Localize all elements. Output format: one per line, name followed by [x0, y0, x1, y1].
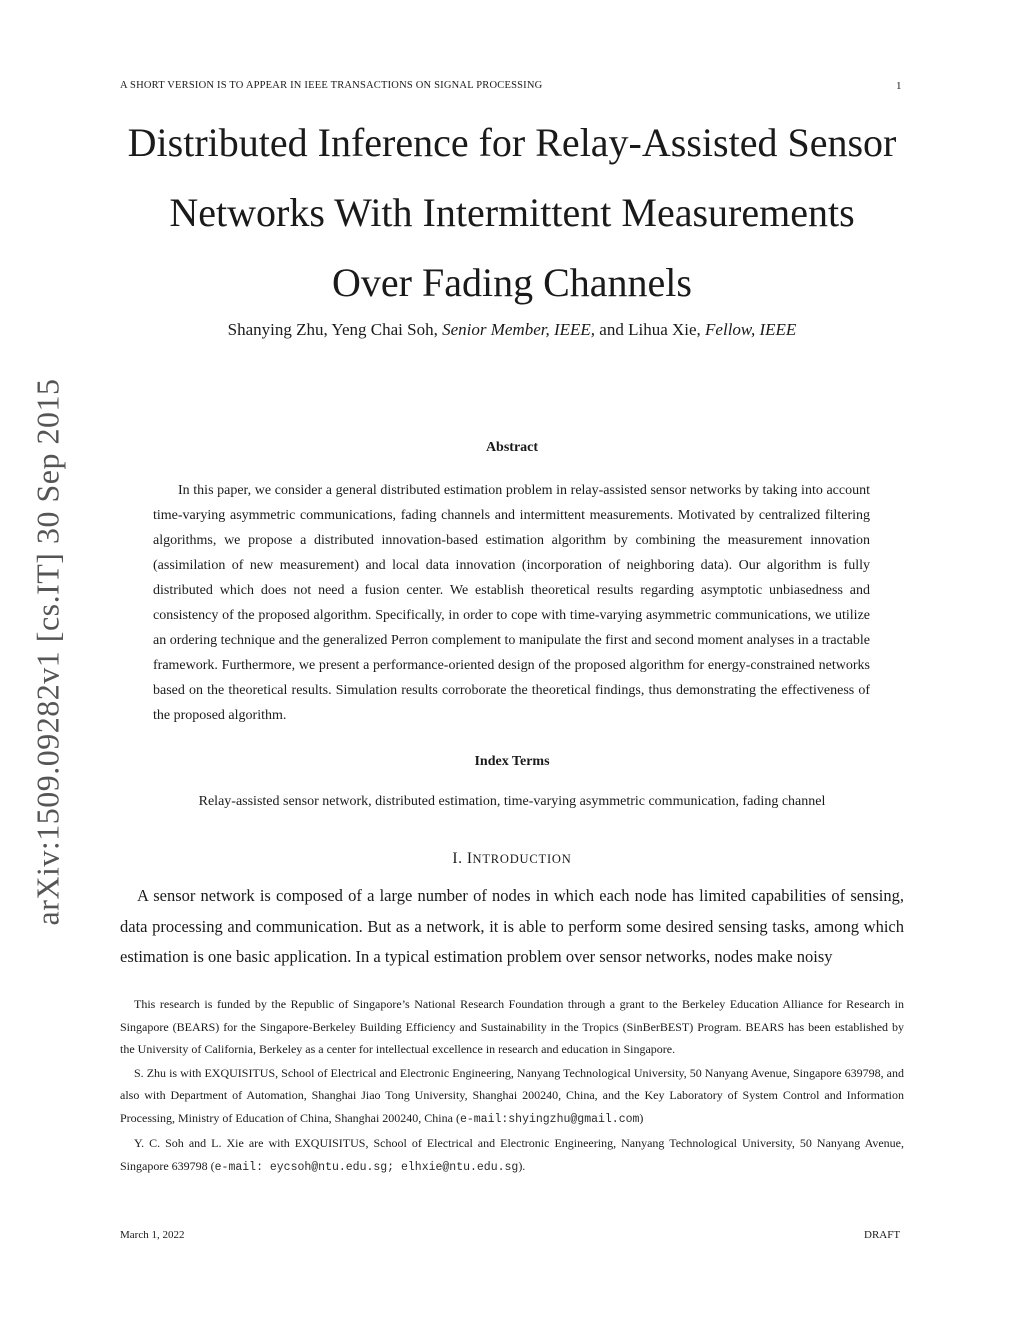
running-header: A SHORT VERSION IS TO APPEAR IN IEEE TRANSACTIONS ON SIGNAL PROCESSING: [120, 80, 543, 91]
page-number: 1: [896, 80, 902, 92]
abstract-heading: Abstract: [485, 440, 539, 455]
footnotes: [120, 993, 904, 1180]
paper-title: [100, 108, 924, 318]
author-role-1: Senior Member, IEEE,: [442, 320, 596, 339]
abstract-body: In this paper, we consider a general distributed estimation problem in relay-assisted sensor networks by taking into account time-varying asymmetric communications, fading channels and intermittent measurements. Motivated by centralized filtering algorithms, we propose a distributed innovation-based estimation algorithm by combining the measurement innovation (assimilation of new measurement) and local data innovation (incorporation of neighboring data). Our algorithm is fully distributed which does not need a fusion center. We establish theoretical results regarding asymptotic unbiasedness and consistency of the proposed algorithm. Specifically, in order to cope with time-varying asymmetric communications, we utilize an ordering technique and the generalized Perron complement to manipulate the first and second moment analyses in a tractable framework. Furthermore, we present a performance-oriented design of the proposed algorithm for energy-constrained networks based on the theoretical results. Simulation results corroborate the theoretical findings, thus demonstrating the effectiveness of the proposed algorithm.: [153, 483, 870, 723]
footnote-soh-xie-close: ).: [518, 1158, 526, 1173]
footnote-soh-xie-text: Y. C. Soh and L. Xie are with EXQUISITUS, School of Electrical and Electronic Engineering, Nanyang Technological University, 50 Nanyang Avenue, Singapore 639798 (: [120, 1136, 904, 1173]
section-number: I. I: [452, 850, 473, 867]
introduction-paragraph: A sensor network is composed of a large number of nodes in which each node has limited capabilities of sensing, data processing and communication. But as a network, it is able to perform some desired sensing tasks, among which estimation is one basic application. In a typical estimation problem over sensor networks, nodes make noisy: [120, 886, 904, 966]
section-title-rest: NTRODUCTION: [472, 852, 572, 866]
section-heading-introduction: [100, 850, 924, 868]
author-names-2: and Lihua Xie,: [595, 320, 706, 339]
footnote-soh-xie: [120, 1132, 904, 1179]
author-role-2: Fellow, IEEE: [705, 320, 797, 339]
author-names-1: Shanying Zhu, Yeng Chai Soh,: [227, 320, 443, 339]
footnote-funding: This research is funded by the Republic of Singapore’s National Research Foundation through a grant to the Berkeley Education Alliance for Research in Singapore (BEARS) for the Singapore-Berkeley Building Efficiency and Sustainability in the Tropics (SinBerBEST) Program. BEARS has been established by the University of California, Berkeley as a center for intellectual excellence in research and education in Singapore.: [120, 997, 904, 1056]
soh-xie-email: e-mail: eycsoh@ntu.edu.sg; elhxie@ntu.edu.sg: [214, 1160, 519, 1174]
footer-date: March 1, 2022: [120, 1229, 185, 1241]
title-line-2: Networks With Intermittent Measurements: [169, 190, 855, 235]
zhu-email: e-mail:shyingzhu@gmail.com: [459, 1112, 640, 1126]
author-list: [100, 320, 924, 340]
index-terms-heading: Index Terms: [474, 754, 550, 769]
arxiv-stamp-text: arXiv:1509.09282v1 [cs.IT] 30 Sep 2015: [29, 378, 66, 926]
title-line-1: Distributed Inference for Relay-Assisted Sensor: [127, 120, 897, 165]
footnote-zhu-text: S. Zhu is with EXQUISITUS, School of Electrical and Electronic Engineering, Nanyang Technological University, 50 Nanyang Avenue, Singapore 639798, and also with Department of Automation, Shanghai Jiao Tong University, Shanghai 200240, China, and the Key Laboratory of System Control and Information Processing, Ministry of Education of China, Shanghai 200240, China (: [120, 1065, 904, 1125]
index-terms-body: Relay-assisted sensor network, distributed estimation, time-varying asymmetric communication, fading channel: [198, 794, 826, 809]
footer-status: DRAFT: [864, 1229, 901, 1241]
footnote-zhu: [120, 1062, 904, 1132]
footnote-zhu-close: ): [639, 1110, 644, 1125]
title-line-3: Over Fading Channels: [332, 260, 692, 305]
